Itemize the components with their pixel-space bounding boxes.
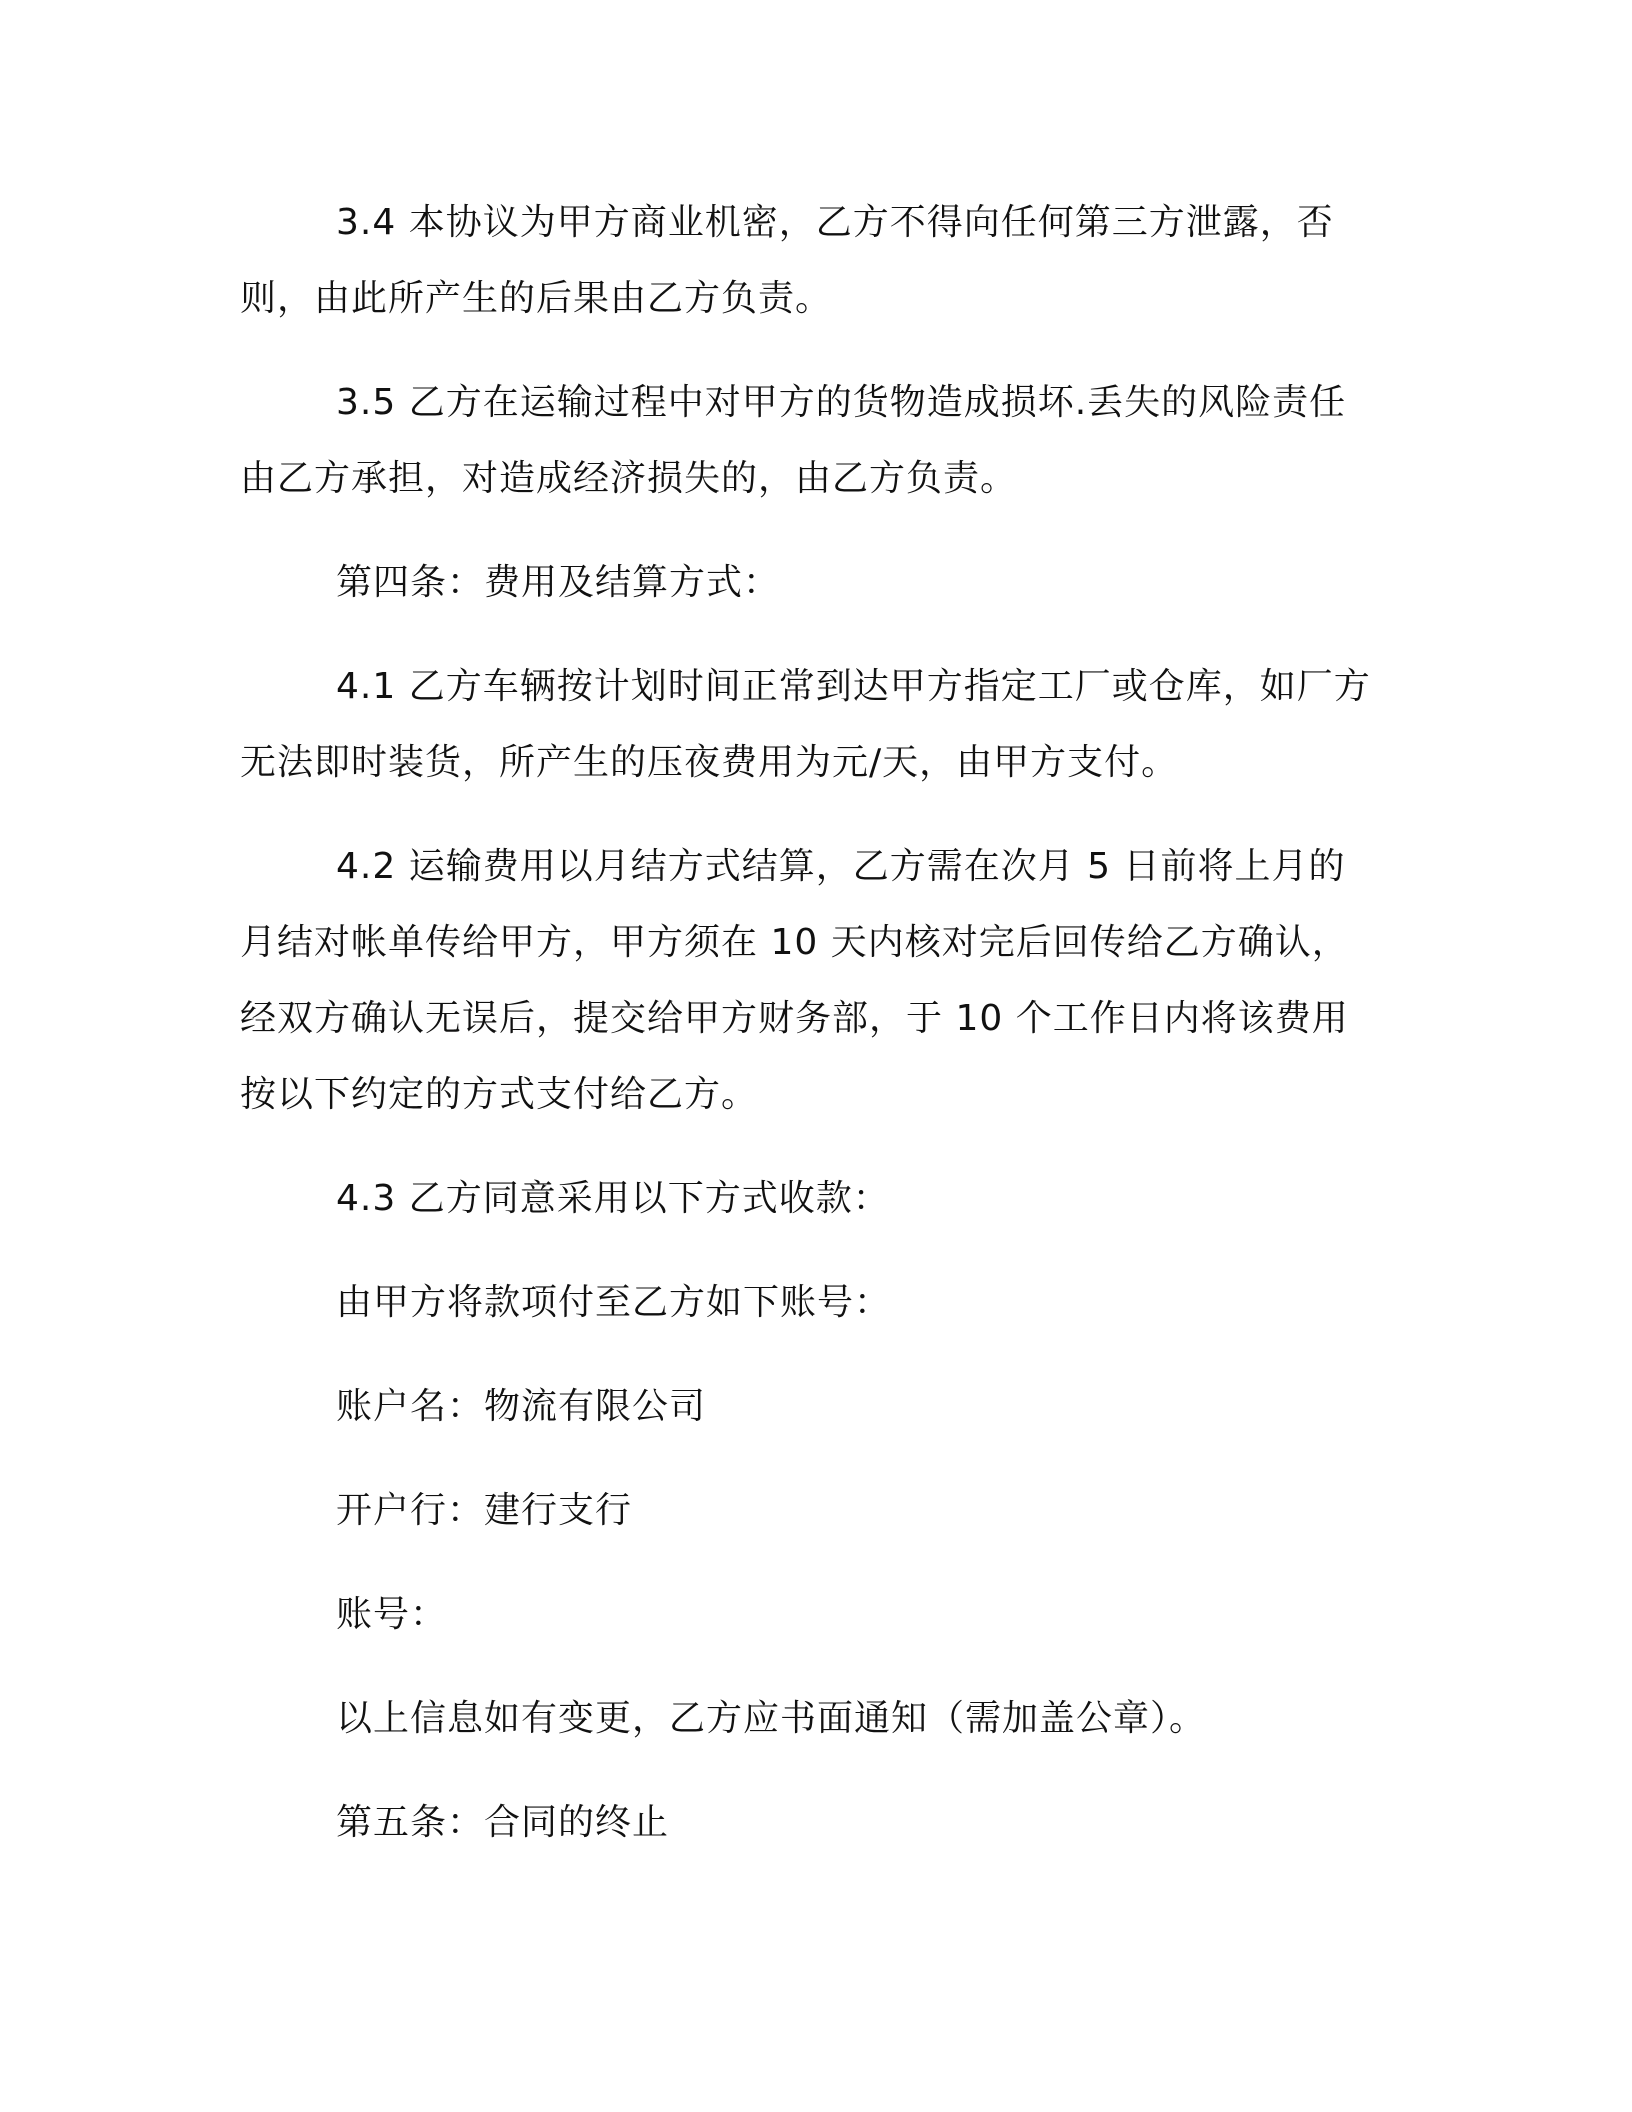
account-name: 账户名：物流有限公司 bbox=[336, 1386, 707, 1427]
article-5-heading: 第五条：合同的终止 bbox=[336, 1802, 670, 1843]
change-notice: 以上信息如有变更，乙方应书面通知（需加盖公章）。 bbox=[336, 1698, 1207, 1739]
clause-3-5: 3.5 乙方在运输过程中对甲方的货物造成损坏.丢失的风险责任由乙方承担，对造成经济损失的，由乙方负责。 bbox=[240, 382, 1347, 499]
clause-4-2: 4.2 运输费用以月结方式结算，乙方需在次月 5 日前将上月的月结对帐单传给甲方，甲方须在 10 天内核对完后回传给乙方确认，经双方确认无误后，提交给甲方财务部，于 10 个工作日内将该费用按以下约定的方式支付给乙方。 bbox=[240, 846, 1349, 1115]
clause-4-1: 4.1 乙方车辆按计划时间正常到达甲方指定工厂或仓库，如厂方无法即时装货，所产生的压夜费用为元/天，由甲方支付。 bbox=[240, 666, 1371, 783]
payment-instruction: 由甲方将款项付至乙方如下账号： bbox=[336, 1282, 892, 1323]
clause-3-4: 3.4 本协议为甲方商业机密，乙方不得向任何第三方泄露，否则，由此所产生的后果由乙方负责。 bbox=[240, 202, 1334, 319]
account-number: 账号： bbox=[336, 1594, 448, 1635]
clause-4-3: 4.3 乙方同意采用以下方式收款： bbox=[336, 1178, 890, 1219]
bank-name: 开户行：建行支行 bbox=[336, 1490, 633, 1531]
document-page bbox=[240, 185, 1380, 1889]
article-4-heading: 第四条：费用及结算方式： bbox=[336, 562, 781, 603]
